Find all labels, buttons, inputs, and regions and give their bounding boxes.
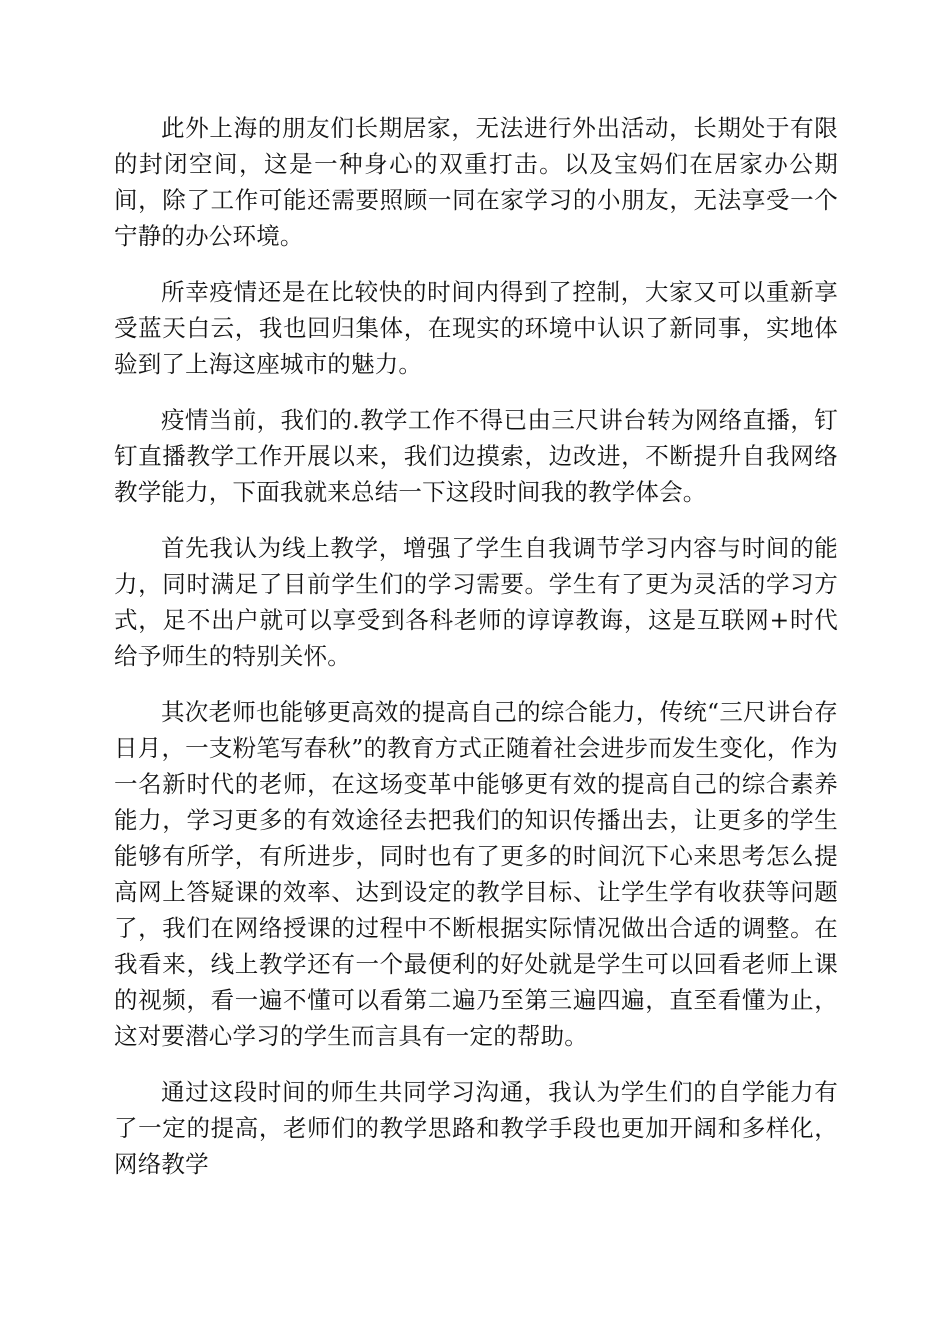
paragraph: 此外上海的朋友们长期居家，无法进行外出活动，长期处于有限的封闭空间，这是一种身心的双重打击。以及宝妈们在居家办公期间，除了工作可能还需要照顾一同在家学习的小朋友，无法享受一个宁静的办公环境。 <box>114 114 838 250</box>
paragraph: 疫情当前，我们的.教学工作不得已由三尺讲台转为网络直播，钉钉直播教学工作开展以来，我们边摸索，边改进，不断提升自我网络教学能力，下面我就来总结一下这段时间我的教学体会。 <box>114 406 838 506</box>
paragraph: 其次老师也能够更高效的提高自己的综合能力，传统“三尺讲台存日月，一支粉笔写春秋”的教育方式正随着社会进步而发生变化，作为一名新时代的老师，在这场变革中能够更有效的提高自己的综合素养能力，学习更多的有效途径去把我们的知识传播出去，让更多的学生能够有所学，有所进步，同时也有了更多的时间沉下心来思考怎么提高网上答疑课的效率、达到设定的教学目标、让学生学有收获等问题了，我们在网络授课的过程中不断根据实际情况做出合适的调整。在我看来，线上教学还有一个最便利的好处就是学生可以回看老师上课的视频，看一遍不懂可以看第二遍乃至第三遍四遍，直至看懂为止，这对要潜心学习的学生而言具有一定的帮助。 <box>114 698 838 1050</box>
document-body <box>114 110 838 1202</box>
paragraph: 通过这段时间的师生共同学习沟通，我认为学生们的自学能力有了一定的提高，老师们的教学思路和教学手段也更加开阔和多样化，网络教学 <box>114 1078 838 1178</box>
paragraph: 首先我认为线上教学，增强了学生自我调节学习内容与时间的能力，同时满足了目前学生们的学习需要。学生有了更为灵活的学习方式，足不出户就可以享受到各科老师的谆谆教诲，这是互联网+时代给予师生的特别关怀。 <box>114 534 838 670</box>
paragraph: 所幸疫情还是在比较快的时间内得到了控制，大家又可以重新享受蓝天白云，我也回归集体，在现实的环境中认识了新同事，实地体验到了上海这座城市的魅力。 <box>114 278 838 378</box>
